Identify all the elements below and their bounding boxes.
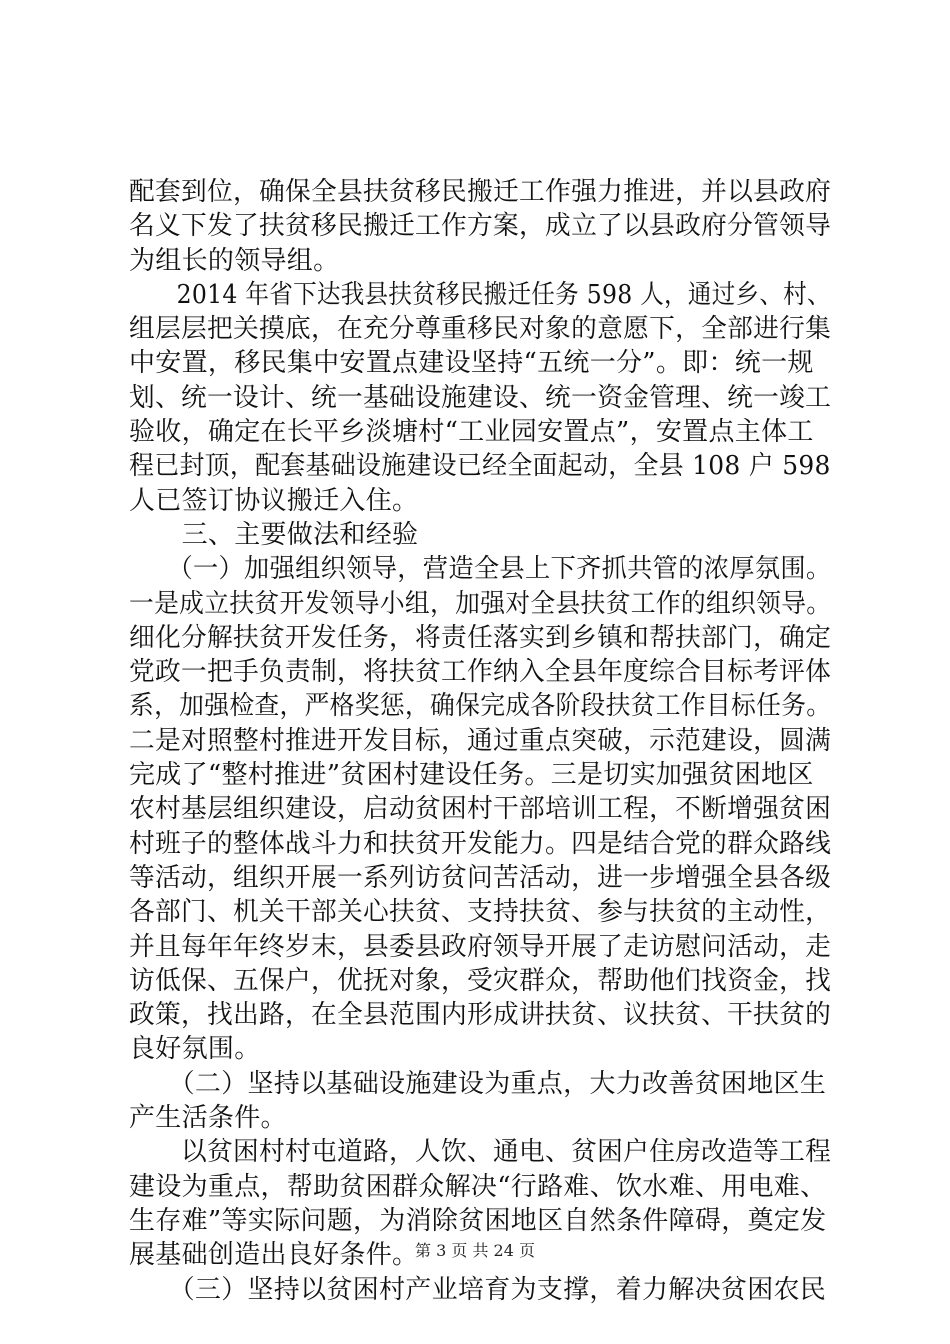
text-line: 完成了“整村推进”贫困村建设任务。三是切实加强贫困地区 xyxy=(129,760,814,791)
text-line: 二是对照整村推进开发目标，通过重点突破，示范建设，圆满 xyxy=(129,725,832,756)
text-line: 展基础创造出良好条件。 xyxy=(129,1240,419,1271)
text-line: 组层层把关摸底，在充分尊重移民对象的意愿下，全部进行集 xyxy=(129,314,832,345)
text-line: 产生活条件。 xyxy=(129,1103,287,1134)
text-line: 程已封顶，配套基础设施建设已经全面起动，全县 108 户 598 xyxy=(129,451,831,482)
text-line: 良好氛围。 xyxy=(129,1034,261,1065)
text-line: 2014 年省下达我县扶贫移民搬迁任务 598 人，通过乡、村、 xyxy=(129,279,831,310)
text-line: 党政一把手负责制，将扶贫工作纳入全县年度综合目标考评体 xyxy=(129,657,832,688)
text-line: 名义下发了扶贫移民搬迁工作方案，成立了以县政府分管领导 xyxy=(129,211,832,242)
text-line: 生存难”等实际问题，为消除贫困地区自然条件障碍，奠定发 xyxy=(129,1205,827,1236)
text-line: 农村基层组织建设，启动贫困村干部培训工程，不断增强贫困 xyxy=(129,794,832,825)
page-footer: 第 3 页 共 24 页 xyxy=(415,1241,535,1260)
document-body xyxy=(129,175,831,1307)
text-line: 访低保、五保户，优抚对象，受灾群众，帮助他们找资金，找 xyxy=(129,965,832,996)
text-line: 并且每年年终岁末，县委县政府领导开展了走访慰问活动，走 xyxy=(129,931,832,962)
text-line: 等活动，组织开展一系列访贫问苦活动，进一步增强全县各级 xyxy=(129,862,832,893)
text-line: （三）坚持以贫困村产业培育为支撑，着力解决贫困农民 xyxy=(129,1274,827,1305)
text-line: 人已签订协议搬迁入住。 xyxy=(129,485,419,516)
text-line: 中安置，移民集中安置点建设坚持“五统一分”。即：统一规 xyxy=(129,348,814,379)
text-line: 政策，找出路，在全县范围内形成讲扶贫、议扶贫、干扶贫的 xyxy=(129,1000,832,1031)
text-line: 以贫困村村屯道路，人饮、通电、贫困户住房改造等工程 xyxy=(129,1137,832,1168)
text-line: 划、统一设计、统一基础设施建设、统一资金管理、统一竣工 xyxy=(129,382,832,413)
text-line: 细化分解扶贫开发任务，将责任落实到乡镇和帮扶部门，确定 xyxy=(129,622,832,653)
text-line: 系，加强检查，严格奖惩，确保完成各阶段扶贫工作目标任务。 xyxy=(129,691,832,722)
text-line: 配套到位，确保全县扶贫移民搬迁工作强力推进，并以县政府 xyxy=(129,177,832,207)
text-line: 建设为重点，帮助贫困群众解决“行路难、饮水难、用电难、 xyxy=(129,1171,827,1202)
text-line: （二）坚持以基础设施建设为重点，大力改善贫困地区生 xyxy=(129,1068,827,1099)
text-line: 验收，确定在长平乡淡塘村“工业园安置点”，安置点主体工 xyxy=(129,417,814,448)
text-line: 村班子的整体战斗力和扶贫开发能力。四是结合党的群众路线 xyxy=(129,828,832,859)
text-line: 三、主要做法和经验 xyxy=(129,519,419,550)
text-line: 一是成立扶贫开发领导小组，加强对全县扶贫工作的组织领导。 xyxy=(129,588,832,619)
text-line: 为组长的领导组。 xyxy=(129,245,340,276)
text-line: （一）加强组织领导，营造全县上下齐抓共管的浓厚氛围。 xyxy=(129,554,832,585)
text-line: 各部门、机关干部关心扶贫、支持扶贫、参与扶贫的主动性， xyxy=(129,897,832,928)
